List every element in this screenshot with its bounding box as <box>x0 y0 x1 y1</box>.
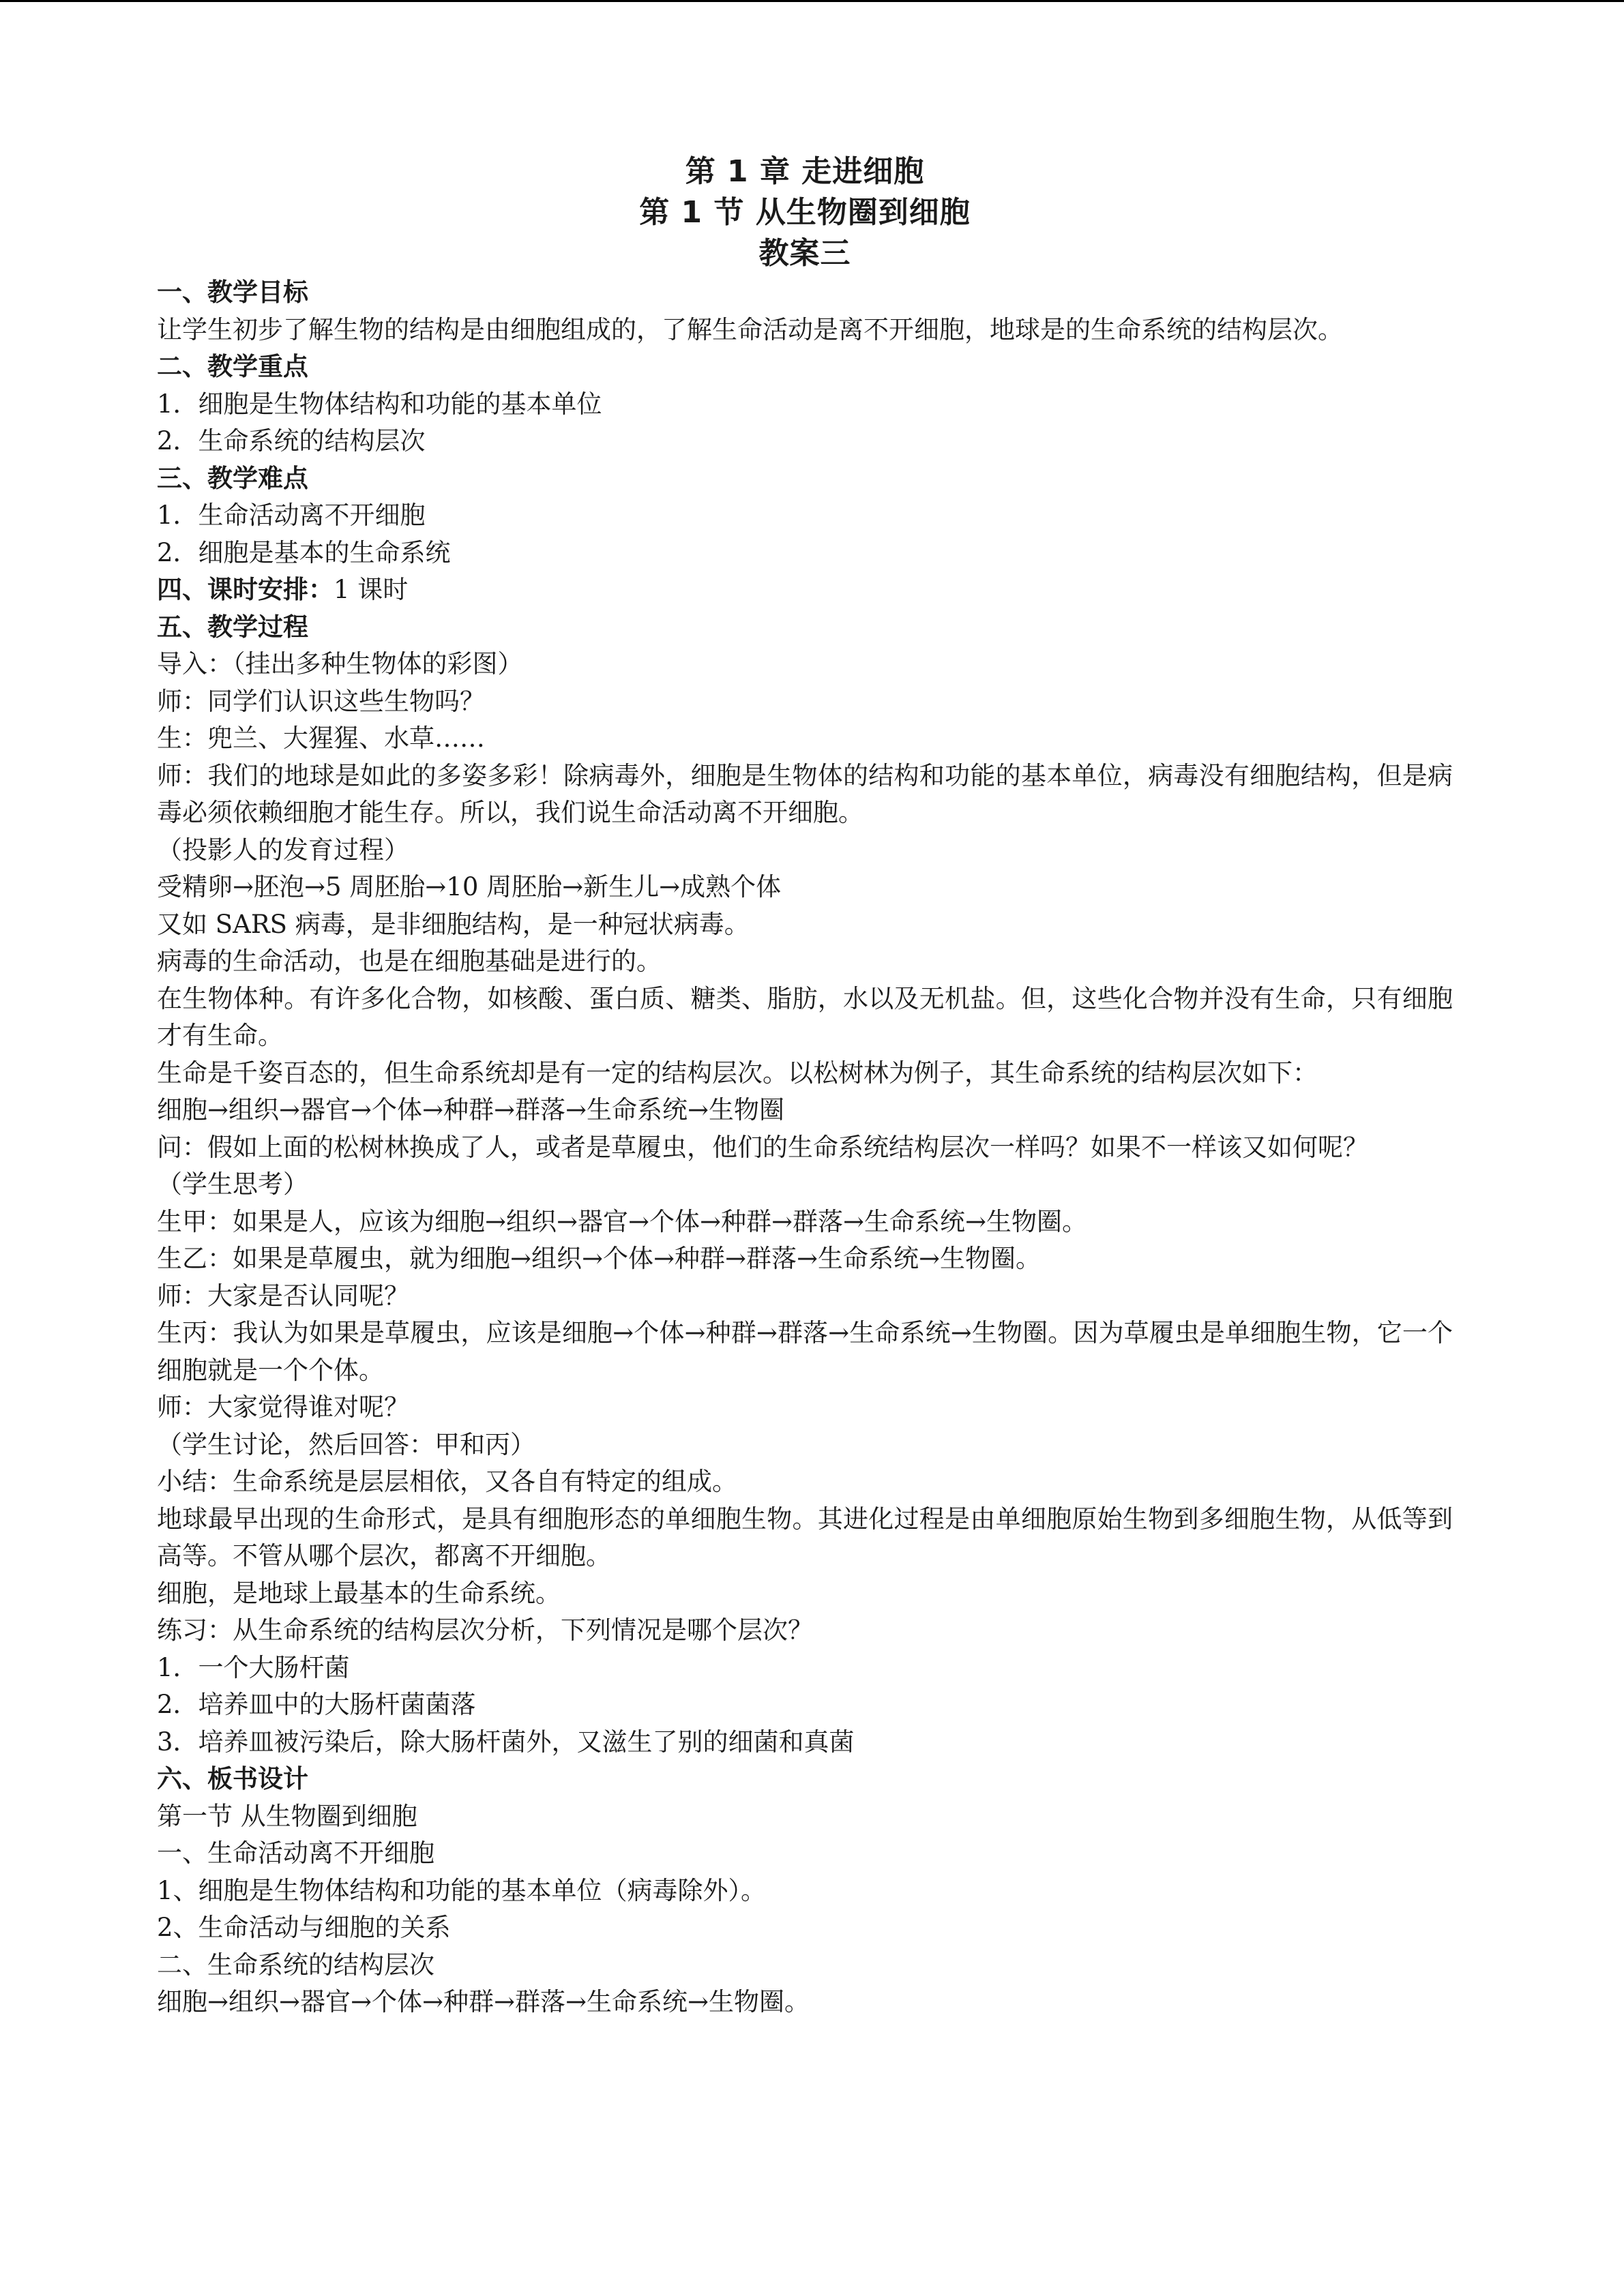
process-line: 生：兜兰、大猩猩、水草…… <box>157 724 485 753</box>
process-line: 又如 SARS 病毒，是非细胞结构，是一种冠状病毒。 <box>157 909 750 939</box>
document-body <box>157 274 1453 2021</box>
board-line: 一、生命活动离不开细胞 <box>157 1838 434 1868</box>
process-line: （投影人的发育过程） <box>157 835 409 865</box>
difficulties-heading: 三、教学难点 <box>157 463 308 493</box>
board-line: 1、细胞是生物体结构和功能的基本单位（病毒除外）。 <box>157 1875 767 1905</box>
board-line: 细胞→组织→器官→个体→种群→群落→生命系统→生物圈。 <box>157 1987 810 2016</box>
board-line: 2、生命活动与细胞的关系 <box>157 1913 451 1942</box>
process-line: （学生思考） <box>157 1169 308 1199</box>
process-paragraph: 问：假如上面的松树林换成了人，或者是草履虫，他们的生命系统结构层次一样吗？如果不一样该又如何呢？ <box>157 1132 1368 1162</box>
schedule-value: 1 课时 <box>334 575 409 604</box>
process-line: 细胞→组织→器官→个体→种群→群落→生命系统→生物圈 <box>157 1095 785 1124</box>
process-line: 师：同学们认识这些生物吗？ <box>157 686 485 716</box>
process-paragraph: 在生物体种。有许多化合物，如核酸、蛋白质、糖类、脂肪，水以及无机盐。但，这些化合物并没有生命，只有细胞才有生命。 <box>157 983 1453 1050</box>
objectives-text: 让学生初步了解生物的结构是由细胞组成的，了解生命活动是离不开细胞，地球是的生命系统的结构层次。 <box>157 314 1343 344</box>
process-line: 病毒的生命活动，也是在细胞基础是进行的。 <box>157 946 662 976</box>
process-paragraph: 地球最早出现的生命形式，是具有细胞形态的单细胞生物。其进化过程是由单细胞原始生物到多细胞生物，从低等到高等。不管从哪个层次，都离不开细胞。 <box>157 1504 1453 1570</box>
process-line: 导入：（挂出多种生物体的彩图） <box>157 649 523 679</box>
process-paragraph: 生命是千姿百态的，但生命系统却是有一定的结构层次。以松树林为例子，其生命系统的结构层次如下： <box>157 1058 1318 1088</box>
exercise-item: 2．培养皿中的大肠杆菌菌落 <box>157 1690 476 1719</box>
lesson-plan-title: 教案三 <box>758 236 851 271</box>
process-line: 师：大家是否认同呢？ <box>157 1281 409 1311</box>
chapter-title: 第 1 章 走进细胞 <box>685 154 925 189</box>
process-line: （学生讨论，然后回答：甲和丙） <box>157 1429 535 1459</box>
process-paragraph: 生丙：我认为如果是草履虫，应该是细胞→个体→种群→群落→生命系统→生物圈。因为草履虫是单细胞生物，它一个细胞就是一个个体。 <box>157 1318 1453 1385</box>
document-page <box>157 151 1453 2021</box>
process-line: 细胞，是地球上最基本的生命系统。 <box>157 1578 561 1608</box>
page-top-border <box>0 0 1624 2</box>
process-line: 师：大家觉得谁对呢？ <box>157 1392 409 1422</box>
section-title: 第 1 节 从生物圈到细胞 <box>639 195 971 230</box>
schedule-heading <box>157 571 1453 609</box>
difficulty-item: 2．细胞是基本的生命系统 <box>157 537 451 567</box>
objectives-heading: 一、教学目标 <box>157 278 308 307</box>
process-line: 受精卵→胚泡→5 周胚胎→10 周胚胎→新生儿→成熟个体 <box>157 872 782 901</box>
process-line: 练习：从生命系统的结构层次分析，下列情况是哪个层次？ <box>157 1615 813 1645</box>
schedule-label: 四、课时安排： <box>157 575 334 604</box>
board-line: 二、生命系统的结构层次 <box>157 1950 434 1980</box>
difficulty-item: 1．生命活动离不开细胞 <box>157 501 426 530</box>
process-line: 生甲：如果是人，应该为细胞→组织→器官→个体→种群→群落→生命系统→生物圈。 <box>157 1206 1088 1236</box>
board-line: 第一节 从生物圈到细胞 <box>157 1801 417 1831</box>
key-points-heading: 二、教学重点 <box>157 352 308 381</box>
process-line: 小结：生命系统是层层相依，又各自有特定的组成。 <box>157 1467 737 1496</box>
key-point-item: 1．细胞是生物体结构和功能的基本单位 <box>157 389 602 419</box>
key-point-item: 2．生命系统的结构层次 <box>157 426 426 456</box>
board-design-heading: 六、板书设计 <box>157 1764 308 1793</box>
process-line: 生乙：如果是草履虫，就为细胞→组织→个体→种群→群落→生命系统→生物圈。 <box>157 1244 1042 1273</box>
process-paragraph: 师：我们的地球是如此的多姿多彩！除病毒外，细胞是生物体的结构和功能的基本单位，病毒没有细胞结构，但是病毒必须依赖细胞才能生存。所以，我们说生命活动离不开细胞。 <box>157 760 1453 827</box>
exercise-item: 3．培养皿被污染后，除大肠杆菌外，又滋生了别的细菌和真菌 <box>157 1727 855 1757</box>
process-heading: 五、教学过程 <box>157 612 308 642</box>
exercise-item: 1．一个大肠杆菌 <box>157 1652 350 1682</box>
